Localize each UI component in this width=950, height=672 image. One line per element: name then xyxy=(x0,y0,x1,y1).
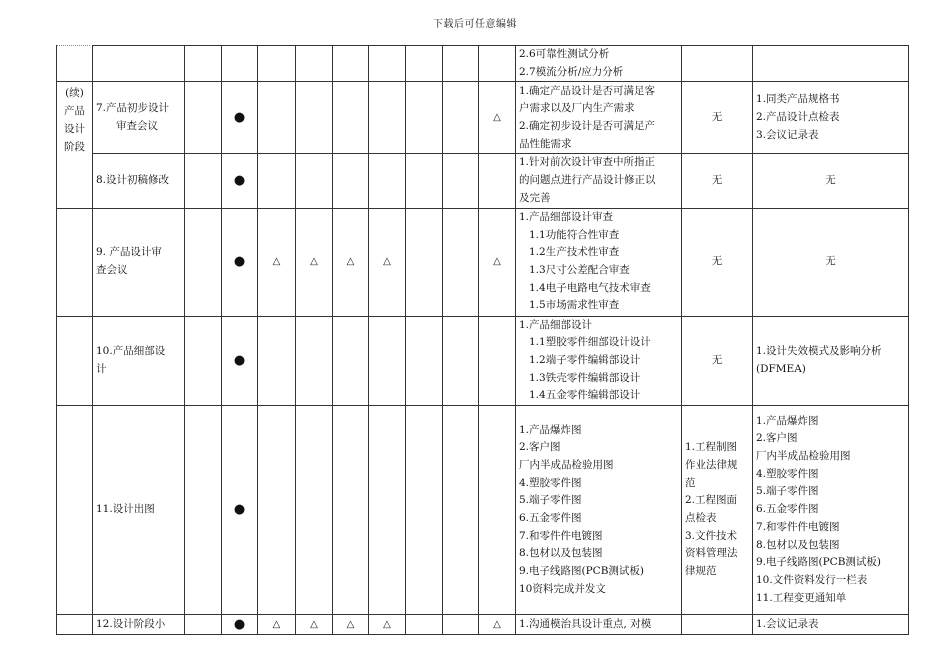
output-line: 3.会议记录表 xyxy=(756,128,819,141)
support-mark: △ xyxy=(258,615,296,635)
support-mark: △ xyxy=(369,208,406,316)
support-mark: △ xyxy=(369,615,406,635)
content-line: 6.五金零件图 xyxy=(519,512,582,525)
task-cell: 11.设计出图 xyxy=(93,406,185,615)
task-line: 查会议 xyxy=(96,264,128,277)
support-mark: △ xyxy=(479,615,516,635)
reference-line: 资料管理法 xyxy=(685,547,738,560)
content-cell xyxy=(516,208,682,316)
content-line: 1.产品爆炸图 xyxy=(519,423,582,436)
stage-line: 阶段 xyxy=(64,140,85,153)
task-cell xyxy=(93,208,185,316)
output-line: 1.会议记录表 xyxy=(756,617,819,630)
reference-cell xyxy=(682,615,753,635)
stage-cell xyxy=(57,208,93,316)
content-line: 8.包材以及包装图 xyxy=(519,547,603,560)
content-line: 1.确定产品设计是否可满足客 xyxy=(519,84,656,97)
task-line: 7.产品初步设计 xyxy=(96,102,170,115)
output-cell xyxy=(753,316,909,406)
table-row xyxy=(57,615,909,635)
process-table xyxy=(56,45,909,635)
content-cell xyxy=(516,406,682,615)
content-line: 1.1功能符合性审查 xyxy=(529,228,620,241)
content-line: 1.产品细部设计审查 xyxy=(519,210,614,223)
support-mark: △ xyxy=(479,208,516,316)
output-line: 8.包材以及包装图 xyxy=(756,538,840,551)
output-line: 9.电子线路图(PCB测试板) xyxy=(756,556,882,569)
task-cell xyxy=(93,82,185,154)
responsible-mark: ● xyxy=(222,82,258,154)
reference-cell: 无 xyxy=(682,82,753,154)
content-line: 1.3铁壳零件编辑部设计 xyxy=(529,371,641,384)
support-mark: △ xyxy=(296,615,333,635)
content-line: 2.确定初步设计是否可满足产 xyxy=(519,119,656,132)
content-line: 1.5市场需求性审查 xyxy=(529,299,620,312)
content-line: 2.客户图 xyxy=(519,441,561,454)
stage-cell xyxy=(57,82,93,208)
content-line: 9.电子线路图(PCB测试板) xyxy=(519,565,645,578)
task-cell xyxy=(93,316,185,406)
table-row xyxy=(57,406,909,615)
output-line: 厂内半成品检验用图 xyxy=(756,450,851,463)
table-row xyxy=(57,82,909,154)
reference-line: 范 xyxy=(685,476,696,489)
task-line: 计 xyxy=(96,362,107,375)
content-line: 1.1塑胶零件细部设计设计 xyxy=(529,336,651,349)
reference-cell: 无 xyxy=(682,316,753,406)
content-line: 1.4五金零件编辑部设计 xyxy=(529,389,641,402)
content-line: 4.塑胶零件图 xyxy=(519,476,582,489)
content-line: 1.2端子零件编辑部设计 xyxy=(529,353,641,366)
stage-cell xyxy=(57,406,93,615)
stage-cell xyxy=(57,316,93,406)
task-line: 审查会议 xyxy=(116,119,158,132)
reference-line: 点检表 xyxy=(685,512,717,525)
reference-line: 1.工程制图 xyxy=(685,441,738,454)
output-line: 1.同类产品规格书 xyxy=(756,93,840,106)
reference-cell: 无 xyxy=(682,208,753,316)
output-line: 5.端子零件图 xyxy=(756,485,819,498)
table-row xyxy=(57,208,909,316)
output-line: 10.文件资料发行一栏表 xyxy=(756,573,868,586)
stage-line: (续) xyxy=(65,87,84,100)
output-cell xyxy=(753,82,909,154)
content-line: 及完善 xyxy=(519,191,551,204)
output-line: 4.塑胶零件图 xyxy=(756,467,819,480)
content-line: 5.端子零件图 xyxy=(519,494,582,507)
support-mark: △ xyxy=(258,208,296,316)
content-line: 1.产品细部设计 xyxy=(519,318,593,331)
output-line: 11.工程变更通知单 xyxy=(756,591,847,604)
task-cell xyxy=(93,46,185,82)
page-header: 下载后可任意编辑 xyxy=(433,19,517,30)
task-cell: 12.设计阶段小 xyxy=(93,615,185,635)
output-line: 2.产品设计点检表 xyxy=(756,111,840,124)
table-row xyxy=(57,316,909,406)
responsible-mark: ● xyxy=(222,615,258,635)
output-cell: 无 xyxy=(753,154,909,208)
content-line: 10资料完成并发文 xyxy=(519,582,606,595)
responsible-mark: ● xyxy=(222,208,258,316)
content-cell xyxy=(516,82,682,154)
output-cell xyxy=(753,46,909,82)
content-cell xyxy=(516,615,682,635)
stage-line: 产品 xyxy=(64,105,85,118)
content-line: 1.3尺寸公差配合审查 xyxy=(529,264,630,277)
content-line: 1.4电子电路电气技术审查 xyxy=(529,281,651,294)
output-line: 1.产品爆炸图 xyxy=(756,414,819,427)
content-cell xyxy=(516,46,682,82)
support-mark: △ xyxy=(296,208,333,316)
task-line: 10.产品细部设 xyxy=(96,345,166,358)
reference-line: 3.文件技术 xyxy=(685,529,738,542)
reference-line: 2.工程图面 xyxy=(685,494,738,507)
output-line: 1.设计失效模式及影响分析 xyxy=(756,345,882,358)
content-line: 2.6可靠性测试分析 xyxy=(519,48,610,60)
content-line: 户需求以及厂内生产需求 xyxy=(519,102,635,115)
support-mark: △ xyxy=(333,208,369,316)
responsible-mark: ● xyxy=(222,154,258,208)
stage-cell xyxy=(57,615,93,635)
reference-line: 作业法律规 xyxy=(685,458,738,471)
output-line: 2.客户图 xyxy=(756,432,798,445)
content-line: 品性能需求 xyxy=(519,137,572,150)
content-line: 2.7模流分析/应力分析 xyxy=(519,65,624,78)
content-line: 1.针对前次设计审查中所指正 xyxy=(519,156,656,169)
support-mark: △ xyxy=(479,82,516,154)
task-line: 9. 产品设计审 xyxy=(96,246,162,259)
stage-line: 设计 xyxy=(64,122,85,135)
responsible-mark: ● xyxy=(222,316,258,406)
output-line: 7.和零件件电镀图 xyxy=(756,520,840,533)
reference-cell xyxy=(682,406,753,615)
output-line: 6.五金零件图 xyxy=(756,503,819,516)
support-mark: △ xyxy=(333,615,369,635)
stage-cell xyxy=(57,46,93,82)
content-line: 7.和零件件电镀图 xyxy=(519,529,603,542)
table-row xyxy=(57,154,909,208)
output-line: (DFMEA) xyxy=(756,362,806,375)
content-line: 1.2生产技术性审查 xyxy=(529,246,620,259)
content-line: 厂内半成品检验用图 xyxy=(519,458,614,471)
responsible-mark: ● xyxy=(222,406,258,615)
output-cell xyxy=(753,406,909,615)
content-line: 的问题点进行产品设计修正以 xyxy=(519,174,656,187)
table-row xyxy=(57,46,909,82)
output-cell: 无 xyxy=(753,208,909,316)
content-line: 1.沟通模治具设计重点, 对模 xyxy=(519,617,652,630)
reference-cell xyxy=(682,46,753,82)
reference-line: 律规范 xyxy=(685,565,717,578)
content-cell xyxy=(516,316,682,406)
reference-cell: 无 xyxy=(682,154,753,208)
task-cell: 8.设计初稿修改 xyxy=(93,154,185,208)
output-cell xyxy=(753,615,909,635)
content-cell xyxy=(516,154,682,208)
